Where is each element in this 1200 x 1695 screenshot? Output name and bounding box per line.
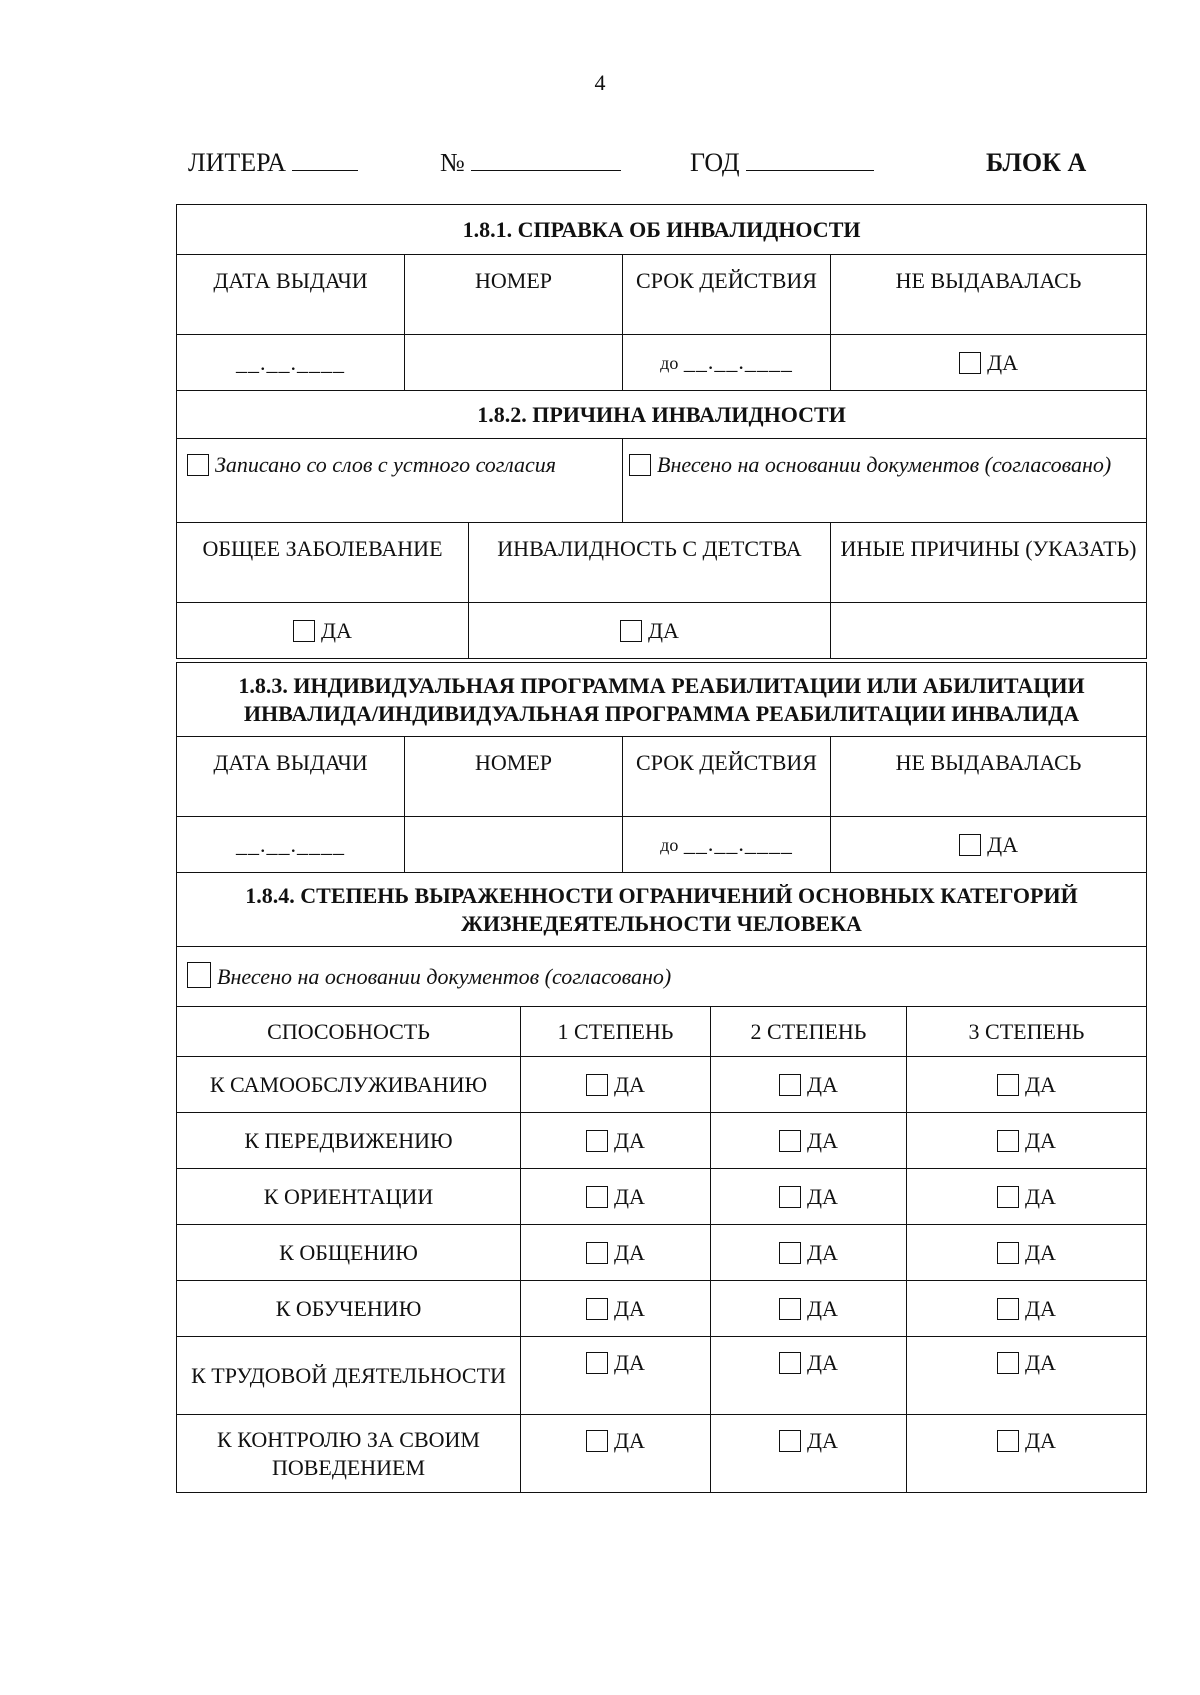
deg1-cell [521, 1225, 711, 1281]
yes-label: ДА [1025, 1183, 1056, 1209]
s184-title-line1: 1.8.4. СТЕПЕНЬ ВЫРАЖЕННОСТИ ОГРАНИЧЕНИЙ ОСНОВНЫХ КАТЕГОРИЙ [245, 882, 1078, 908]
deg2-cell [711, 1415, 907, 1493]
s182-option-docs [623, 439, 1147, 523]
s183-col-not-issued: НЕ ВЫДАВАЛАСЬ [831, 737, 1147, 817]
s183-col-date: ДАТА ВЫДАЧИ [177, 737, 405, 817]
s181-number-cell[interactable] [405, 335, 623, 391]
s184-col-deg2: 2 СТЕПЕНЬ [711, 1007, 907, 1057]
s182-general-yes: ДА [321, 617, 352, 643]
deg1-cell [521, 1169, 711, 1225]
deg1-cell [521, 1057, 711, 1113]
deg2-cell [711, 1169, 907, 1225]
yes-label: ДА [1025, 1350, 1056, 1375]
form-header [0, 148, 1200, 188]
s181-until-prefix: до [660, 353, 679, 373]
yes-label: ДА [807, 1295, 838, 1321]
s181-date-blank: __.__.____ [236, 349, 345, 375]
table-row [177, 1113, 1147, 1169]
deg3-checkbox[interactable] [997, 1130, 1019, 1152]
s182-other-cell[interactable] [831, 603, 1147, 659]
litera-label: ЛИТЕРА [188, 148, 287, 177]
deg2-checkbox[interactable] [779, 1130, 801, 1152]
deg2-cell [711, 1113, 907, 1169]
s182-general-checkbox[interactable] [293, 620, 315, 642]
s183-until-prefix: до [660, 835, 679, 855]
deg3-checkbox[interactable] [997, 1074, 1019, 1096]
deg2-cell [711, 1281, 907, 1337]
deg1-checkbox[interactable] [586, 1186, 608, 1208]
table-row [177, 1169, 1147, 1225]
deg2-checkbox[interactable] [779, 1186, 801, 1208]
s182-childhood-checkbox[interactable] [620, 620, 642, 642]
deg2-checkbox[interactable] [779, 1074, 801, 1096]
page-number: 4 [594, 70, 606, 95]
deg2-checkbox[interactable] [779, 1298, 801, 1320]
deg3-cell [907, 1337, 1147, 1415]
number-blank[interactable] [471, 148, 621, 171]
deg3-checkbox[interactable] [997, 1298, 1019, 1320]
deg1-cell [521, 1415, 711, 1493]
deg3-cell [907, 1225, 1147, 1281]
yes-label: ДА [614, 1071, 645, 1097]
s184-docs-label: Внесено на основании документов (согласовано) [217, 964, 672, 989]
section-1-8-4-title [177, 873, 1147, 947]
s181-not-issued-checkbox[interactable] [959, 352, 981, 374]
deg1-cell [521, 1337, 711, 1415]
rehabilitation-program-table [176, 662, 1147, 873]
s184-col-deg3: 3 СТЕПЕНЬ [907, 1007, 1147, 1057]
deg3-cell [907, 1415, 1147, 1493]
s183-number-cell[interactable] [405, 817, 623, 873]
deg2-cell [711, 1057, 907, 1113]
yes-label: ДА [614, 1295, 645, 1321]
yes-label: ДА [807, 1239, 838, 1265]
yes-label: ДА [807, 1183, 838, 1209]
section-1-8-2-title: 1.8.2. ПРИЧИНА ИНВАЛИДНОСТИ [177, 391, 1147, 439]
deg2-checkbox[interactable] [779, 1242, 801, 1264]
deg3-cell [907, 1113, 1147, 1169]
ability-label: К САМООБСЛУЖИВАНИЮ [177, 1057, 521, 1113]
s181-validity-cell[interactable] [623, 335, 831, 391]
yes-label: ДА [614, 1183, 645, 1209]
s183-title-line2: ИНВАЛИДА/ИНДИВИДУАЛЬНАЯ ПРОГРАММА РЕАБИЛИТАЦИИ ИНВАЛИДА [243, 700, 1080, 726]
s183-not-issued-checkbox[interactable] [959, 834, 981, 856]
s183-date-cell[interactable] [177, 817, 405, 873]
yes-label: ДА [1025, 1071, 1056, 1097]
table-row [177, 1281, 1147, 1337]
s182-docs-checkbox[interactable] [629, 454, 651, 476]
s182-general-cell [177, 603, 469, 659]
yes-label: ДА [1025, 1295, 1056, 1321]
year-blank[interactable] [746, 148, 874, 171]
number-field [440, 148, 621, 178]
s184-title-line2: ЖИЗНЕДЕЯТЕЛЬНОСТИ ЧЕЛОВЕКА [461, 910, 862, 936]
deg1-checkbox[interactable] [586, 1242, 608, 1264]
s183-not-issued-cell [831, 817, 1147, 873]
s181-col-validity: СРОК ДЕЙСТВИЯ [623, 255, 831, 335]
table-row [177, 1057, 1147, 1113]
table-row [177, 1337, 1147, 1415]
deg1-checkbox[interactable] [586, 1074, 608, 1096]
yes-label: ДА [807, 1428, 838, 1453]
ability-label: К ОРИЕНТАЦИИ [177, 1169, 521, 1225]
yes-label: ДА [614, 1239, 645, 1265]
s182-oral-checkbox[interactable] [187, 454, 209, 476]
life-activity-limitations-table [176, 872, 1147, 1493]
s182-col-other: ИНЫЕ ПРИЧИНЫ (УКАЗАТЬ) [831, 523, 1147, 603]
litera-field [188, 148, 358, 178]
yes-label: ДА [614, 1350, 645, 1375]
s181-until-blank: __.__.____ [683, 349, 793, 374]
s181-date-cell[interactable] [177, 335, 405, 391]
s182-docs-label: Внесено на основании документов (согласовано) [657, 452, 1112, 477]
s183-yes-label: ДА [987, 831, 1018, 857]
s181-not-issued-cell [831, 335, 1147, 391]
s182-oral-label: Записано со слов с устного согласия [215, 452, 556, 477]
s181-col-number: НОМЕР [405, 255, 623, 335]
s181-yes-label: ДА [987, 349, 1018, 375]
year-label: ГОД [690, 148, 740, 177]
s183-col-validity: СРОК ДЕЙСТВИЯ [623, 737, 831, 817]
deg3-checkbox[interactable] [997, 1430, 1019, 1452]
deg3-checkbox[interactable] [997, 1352, 1019, 1374]
deg1-checkbox[interactable] [586, 1352, 608, 1374]
s182-col-childhood: ИНВАЛИДНОСТЬ С ДЕТСТВА [469, 523, 831, 603]
yes-label: ДА [807, 1127, 838, 1153]
yes-label: ДА [614, 1428, 645, 1453]
deg2-cell [711, 1337, 907, 1415]
deg2-checkbox[interactable] [779, 1430, 801, 1452]
s182-col-general: ОБЩЕЕ ЗАБОЛЕВАНИЕ [177, 523, 469, 603]
deg3-checkbox[interactable] [997, 1186, 1019, 1208]
deg1-checkbox[interactable] [586, 1430, 608, 1452]
s183-validity-cell[interactable] [623, 817, 831, 873]
s183-until-blank: __.__.____ [683, 831, 793, 856]
s182-option-oral [177, 439, 623, 523]
block-label: БЛОК А [986, 148, 1087, 177]
s181-col-date: ДАТА ВЫДАЧИ [177, 255, 405, 335]
deg1-cell [521, 1113, 711, 1169]
yes-label: ДА [614, 1127, 645, 1153]
s183-date-blank: __.__.____ [236, 831, 345, 857]
yes-label: ДА [807, 1071, 838, 1097]
yes-label: ДА [1025, 1239, 1056, 1265]
deg1-checkbox[interactable] [586, 1130, 608, 1152]
disability-certificate-table [176, 204, 1147, 659]
s184-col-ability: СПОСОБНОСТЬ [177, 1007, 521, 1057]
deg3-cell [907, 1169, 1147, 1225]
table-row [177, 1415, 1147, 1493]
yes-label: ДА [807, 1350, 838, 1375]
ability-label: К КОНТРОЛЮ ЗА СВОИМ ПОВЕДЕНИЕМ [177, 1415, 521, 1493]
s184-col-deg1: 1 СТЕПЕНЬ [521, 1007, 711, 1057]
section-1-8-1-title: 1.8.1. СПРАВКА ОБ ИНВАЛИДНОСТИ [177, 205, 1147, 255]
ability-label: К ОБЩЕНИЮ [177, 1225, 521, 1281]
deg3-checkbox[interactable] [997, 1242, 1019, 1264]
deg2-checkbox[interactable] [779, 1352, 801, 1374]
ability-label: К ТРУДОВОЙ ДЕЯТЕЛЬНОСТИ [177, 1337, 521, 1415]
deg3-cell [907, 1281, 1147, 1337]
s184-docs-checkbox[interactable] [187, 962, 211, 988]
deg1-checkbox[interactable] [586, 1298, 608, 1320]
s182-childhood-cell [469, 603, 831, 659]
s181-col-not-issued: НЕ ВЫДАВАЛАСЬ [831, 255, 1147, 335]
yes-label: ДА [1025, 1428, 1056, 1453]
deg3-cell [907, 1057, 1147, 1113]
number-label: № [440, 148, 465, 177]
year-field [690, 148, 874, 178]
deg2-cell [711, 1225, 907, 1281]
ability-label: К ПЕРЕДВИЖЕНИЮ [177, 1113, 521, 1169]
yes-label: ДА [1025, 1127, 1056, 1153]
s183-col-number: НОМЕР [405, 737, 623, 817]
litera-blank[interactable] [292, 148, 358, 171]
s182-childhood-yes: ДА [648, 617, 679, 643]
deg1-cell [521, 1281, 711, 1337]
table-row [177, 1225, 1147, 1281]
s183-title-line1: 1.8.3. ИНДИВИДУАЛЬНАЯ ПРОГРАММА РЕАБИЛИТАЦИИ ИЛИ АБИЛИТАЦИИ [238, 672, 1085, 698]
section-1-8-3-title [177, 663, 1147, 737]
s184-option-docs [177, 947, 1147, 1007]
ability-label: К ОБУЧЕНИЮ [177, 1281, 521, 1337]
